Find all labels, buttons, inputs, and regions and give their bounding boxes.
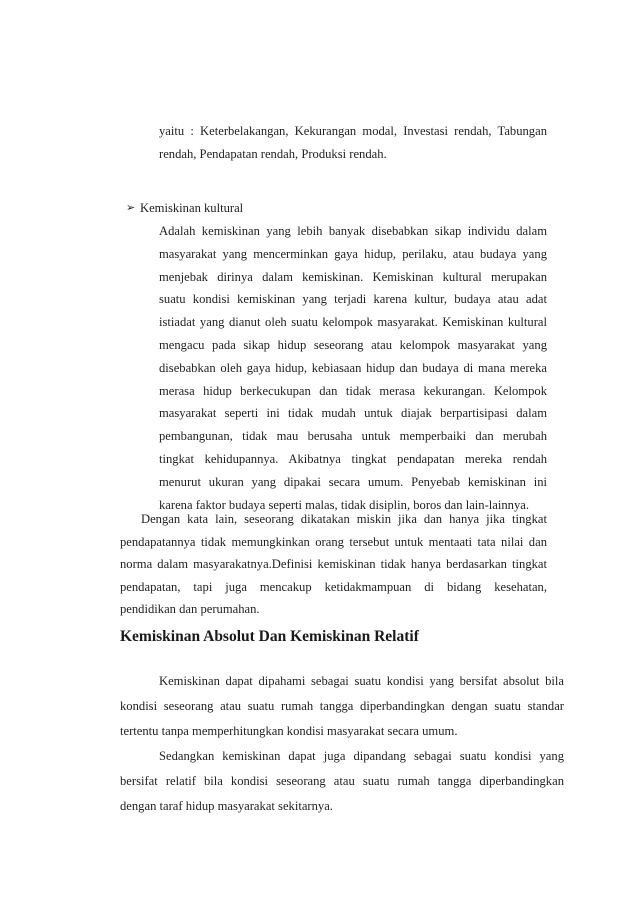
intro-continuation	[159, 120, 547, 165]
bullet-line: istiadat yang dianut oleh suatu kelompok masyarakat. Kemiskinan kultural	[159, 315, 547, 330]
bullet-title: Kemiskinan kultural	[140, 201, 244, 215]
paragraph-line: Sedangkan kemiskinan dapat juga dipandang sebagai suatu kondisi yang	[159, 749, 564, 763]
summary-line: pendapatannya tidak memungkinkan orang tersebut untuk mentaati tata nilai dan	[120, 534, 547, 549]
intro-line: rendah, Pendapatan rendah, Produksi rendah.	[159, 146, 387, 161]
bullet-line: masyarakat yang mencerminkan gaya hidup, perilaku, atau budaya yang	[159, 246, 547, 261]
summary-line: norma dalam masyarakatnya.Definisi kemiskinan tidak hanya berdasarkan tingkat	[120, 557, 547, 572]
bullet-line: masyarakat seperti ini tidak mudah untuk diajak berpartisipasi dalam	[159, 406, 547, 421]
bullet-line: pembangunan, tidak mau berusaha untuk memperbaiki dan merubah	[159, 429, 547, 444]
bullet-line: merasa hidup berkecukupan dan tidak merasa kekurangan. Kelompok	[159, 383, 547, 398]
intro-line: yaitu : Keterbelakangan, Kekurangan modal, Investasi rendah, Tabungan	[159, 124, 547, 138]
paragraph-line: dengan taraf hidup masyarakat sekitarnya.	[120, 799, 333, 813]
paragraph-line: Kemiskinan dapat dipahami sebagai suatu kondisi yang bersifat absolut bila	[159, 674, 564, 688]
summary-line: Dengan kata lain, seseorang dikatakan miskin jika dan hanya jika tingkat	[141, 512, 547, 526]
bullet-line: menurut ukuran yang dipakai secara umum. Penyebab kemiskinan ini	[159, 474, 547, 489]
summary-line: pendidikan dan perumahan.	[120, 602, 260, 617]
bullet-line: Adalah kemiskinan yang lebih banyak disebabkan sikap individu dalam	[159, 224, 547, 238]
bullet-line: menjebak dirinya dalam kemiskinan. Kemiskinan kultural merupakan	[159, 269, 547, 284]
bullet-line: mengacu pada sikap hidup seseorang atau kelompok masyarakat yang	[159, 337, 547, 352]
bullet-paragraph	[159, 220, 547, 516]
bullet-line: disebabkan oleh gaya hidup, kebiasaan hidup dan budaya di mana mereka	[159, 360, 547, 375]
paragraph-line: kondisi seseorang atau suatu rumah tangga diperbandingkan dengan suatu standar	[120, 699, 564, 713]
bullet-line: suatu kondisi kemiskinan yang terjadi karena kultur, budaya atau adat	[159, 292, 547, 307]
summary-paragraph	[120, 508, 547, 621]
paragraph-line: bersifat relatif bila kondisi seseorang atau suatu rumah tangga diperbandingkan	[120, 774, 564, 788]
arrow-bullet-icon: ➢	[126, 201, 136, 214]
bullet-line: tingkat kehidupannya. Akibatnya tingkat pendapatan mereka rendah	[159, 451, 547, 466]
bullet-line: karena faktor budaya seperti malas, tidak disiplin, boros dan lain-lainnya.	[159, 497, 530, 512]
summary-line: pendapatan, tapi juga mencakup ketidakmampuan di bidang kesehatan,	[120, 579, 547, 594]
bullet-heading	[126, 197, 244, 220]
paragraph-relatif	[120, 744, 564, 819]
paragraph-absolut	[120, 669, 564, 744]
paragraph-line: tertentu tanpa memperhitungkan kondisi masyarakat secara umum.	[120, 724, 458, 738]
section-heading: Kemiskinan Absolut Dan Kemiskinan Relatif	[120, 628, 419, 645]
